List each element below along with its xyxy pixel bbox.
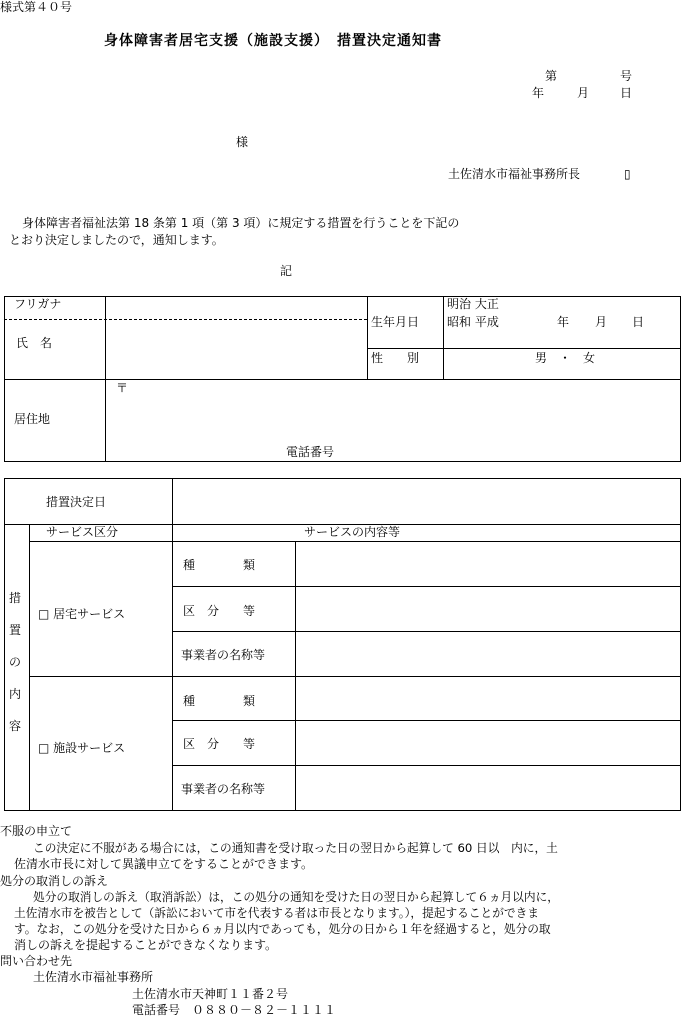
body-line-2: とおり決定しましたので，通知します。 [9, 233, 224, 247]
table-divider [172, 524, 173, 811]
form-number: 様式第４０号 [0, 0, 73, 14]
table-divider [29, 524, 30, 811]
lawsuit-line-2: 土佐清水市を被告として（訴訟において市を代表する者は市長となります。），提起することができま [14, 906, 539, 920]
contact-heading: 問い合わせ先 [0, 954, 73, 968]
vertical-char: 内 [8, 687, 21, 701]
table-divider [172, 631, 681, 632]
birth-day-label: 日 [632, 315, 645, 329]
kind-label: 種 類 [183, 694, 256, 708]
birth-month-label: 月 [595, 315, 608, 329]
appeal-line-1: この決定に不服がある場合には，この通知書を受け取った日の翌日から起算して 60 日以 内に，土 [33, 841, 558, 855]
provider-label: 事業者の名称等 [181, 782, 266, 796]
division-label: 区 分 等 [183, 737, 256, 751]
lawsuit-line-3: す。なお，この処分を受けた日から６ヵ月以内であっても，処分の日から１年を経過すると，処分の取 [14, 922, 551, 936]
contact-office: 土佐清水市福祉事務所 [33, 970, 154, 984]
vertical-char: 措 [8, 591, 21, 605]
page-title: 身体障害者居宅支援（施設支援） 措置決定通知書 [104, 33, 442, 49]
postal-mark: 〒 [116, 381, 129, 395]
provider-label: 事業者の名称等 [181, 648, 266, 662]
era-line-1: 明治 大正 [447, 297, 499, 311]
doc-number-go: 号 [620, 69, 633, 83]
birth-year-label: 年 [557, 315, 570, 329]
vertical-char: の [8, 655, 21, 669]
lawsuit-line-4: 消しの訴えを提起することができなくなります。 [14, 938, 278, 952]
seal-mark: ▯ [624, 167, 631, 181]
furigana-separator [4, 319, 367, 320]
date-day: 日 [620, 86, 633, 100]
date-month: 月 [577, 86, 590, 100]
name-label: 氏 名 [16, 336, 53, 350]
sex-label: 性 別 [371, 351, 420, 365]
phone-label: 電話番号 [286, 445, 335, 459]
facility-service-checkbox[interactable]: □ 施設サービス [38, 741, 126, 755]
contact-address: 土佐清水市天神町１１番２号 [132, 987, 289, 1001]
table-divider [29, 676, 681, 677]
issuer-name: 土佐清水市福祉事務所長 [448, 167, 581, 181]
ki-heading: 記 [280, 264, 293, 278]
table-divider [443, 296, 444, 379]
table-divider [367, 296, 368, 379]
decision-date-label: 措置決定日 [46, 495, 107, 509]
kind-label: 種 類 [183, 558, 256, 572]
table-divider [367, 348, 681, 349]
sex-values: 男 ・ 女 [535, 351, 596, 365]
doc-number-dai: 第 [545, 69, 558, 83]
furigana-label: フリガナ [14, 297, 62, 311]
appeal-heading: 不服の申立て [0, 824, 73, 838]
service-category-header: サービス区分 [46, 525, 119, 539]
table-divider [172, 720, 681, 721]
lawsuit-heading: 処分の取消しの訴え [0, 874, 109, 888]
service-content-header: サービスの内容等 [304, 525, 401, 539]
contact-phone: 電話番号 ０８８０－８２－１１１１ [132, 1003, 337, 1017]
division-label: 区 分 等 [183, 604, 256, 618]
era-line-2: 昭和 平成 [447, 315, 499, 329]
lawsuit-line-1: 処分の取消しの訴え（取消訴訟）は，この処分の通知を受けた日の翌日から起算して６ヵ月以内に， [33, 890, 559, 904]
date-year: 年 [532, 86, 545, 100]
home-service-checkbox[interactable]: □ 居宅サービス [38, 607, 126, 621]
table-divider [172, 478, 173, 524]
table-divider [29, 541, 681, 542]
table-divider [172, 586, 681, 587]
table-divider [105, 296, 106, 462]
vertical-char: 置 [8, 623, 21, 637]
measure-content-vertical-label [8, 590, 22, 750]
table-divider [172, 765, 681, 766]
addressee-suffix: 様 [236, 135, 249, 149]
birthdate-label: 生年月日 [371, 315, 420, 329]
address-label: 居住地 [14, 412, 51, 426]
appeal-line-2: 佐清水市長に対して異議申立てをすることができます。 [14, 857, 314, 871]
vertical-char: 容 [8, 719, 21, 733]
body-line-1: 身体障害者福祉法第 18 条第 1 項（第 3 項）に規定する措置を行うことを下記の [22, 216, 460, 230]
